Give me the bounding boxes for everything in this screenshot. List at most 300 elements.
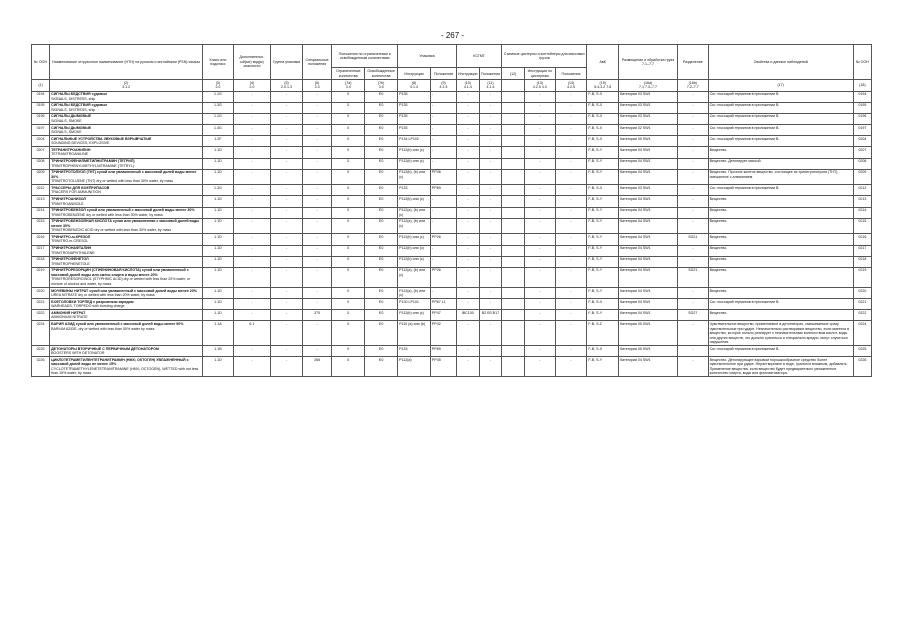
excepted-quantity-cell: E0 [365, 357, 398, 377]
stowage-cell: Категория 04 SW1 [619, 299, 678, 310]
special-provisions-cell: - [302, 321, 331, 346]
ibc-instruction-cell: - [456, 245, 479, 256]
table-row [32, 267, 872, 287]
class-cell: 1.1D [203, 234, 234, 245]
ems-cell: F-B, S-Z [587, 321, 619, 346]
segregation-cell: - [678, 346, 709, 357]
table-row [32, 357, 872, 377]
name-en: TRINITRO-m-CRESOL [51, 239, 89, 244]
table-row [32, 125, 872, 136]
table-row [32, 288, 872, 299]
un-cell: 0219 [32, 267, 50, 287]
excepted-quantity-cell: E0 [365, 245, 398, 256]
segregation-cell: - [678, 113, 709, 124]
un-right-cell: 0215 [853, 218, 871, 234]
ems-cell: F-B, S-Y [587, 256, 619, 267]
packing-group-cell: - [271, 267, 303, 287]
stowage-cell: Категория 04 SW1 [619, 288, 678, 299]
name-cell [50, 147, 203, 158]
colnum-15-label: (15) [599, 80, 606, 85]
ibc-instruction-cell: - [456, 321, 479, 346]
packing-provision-cell: - [430, 102, 456, 113]
table-row [32, 196, 872, 207]
header-packing-instructions: Инструкции [398, 68, 431, 80]
special-provisions-cell: - [302, 218, 331, 234]
name-cell [50, 91, 203, 102]
segregation-cell: - [678, 158, 709, 169]
packing-provision-cell: PP69 [430, 185, 456, 196]
packing-instruction-cell: P112(b) или (c) [398, 310, 431, 321]
tank-provision-cell: - [555, 207, 587, 218]
header-ibc-provisions: Положения [479, 68, 502, 80]
special-provisions-cell: - [302, 196, 331, 207]
header-ibc: КСГМГ [456, 45, 501, 68]
colnum-13-label: (13) [536, 80, 543, 85]
ibc-provision-cell: - [479, 169, 502, 185]
stowage-cell: Категория 04 SW1 [619, 218, 678, 234]
properties-cell: Вещество. Детонирующее взрывом порошкообразное средство более чувствительное при ударе. Нерастворимое в воде, хранится влажным, добавлять. Применение вещества, если вещество будет предварительно увлажненное количество спирта, воды или флегматизатора. [708, 357, 853, 377]
colnum-16a [619, 80, 678, 91]
name-en: SOUNDING DEVICES, EXPLOSIVE [51, 141, 110, 146]
packing-group-cell: - [271, 125, 303, 136]
segregation-cell: - [678, 256, 709, 267]
subsidiary-hazard-cell: - [233, 256, 270, 267]
class-cell: 1.1D [203, 267, 234, 287]
colnum-8 [398, 80, 431, 91]
excepted-quantity-cell: E0 [365, 102, 398, 113]
table-row [32, 102, 872, 113]
stowage-cell: Категория 05 SW1 [619, 346, 678, 357]
excepted-quantity-cell: E0 [365, 185, 398, 196]
stowage-cell: Категория 04 SW1 [619, 256, 678, 267]
packing-instruction-cell: P110 (a) или (b) [398, 321, 431, 346]
name-cell [50, 346, 203, 357]
stowage-cell: Категория 04 SW1 [619, 267, 678, 287]
segregation-cell: - [678, 102, 709, 113]
un-right-cell: 0224 [853, 321, 871, 346]
special-provisions-cell: - [302, 346, 331, 357]
header-class: Класс или подкласс [203, 45, 234, 80]
packing-instruction-cell: P112(b), (b) или (c) [398, 169, 431, 185]
tank-provision-cell: - [555, 357, 587, 377]
tank-instruction-cell: - [524, 147, 555, 158]
name-cell [50, 158, 203, 169]
col12-cell [502, 91, 525, 102]
header-subsidiary-hazard: Дополнительн-ый(ые) вид(ы) опасности [233, 45, 270, 80]
class-cell: 1.1G [203, 113, 234, 124]
limited-quantity-cell: 0 [332, 207, 365, 218]
tank-provision-cell: - [555, 267, 587, 287]
colnum-16a-label: (16a) [643, 80, 653, 85]
name-en: SIGNALS, SMOKE [51, 130, 82, 135]
ems-cell: F-B, S-Y [587, 196, 619, 207]
class-cell: 1.1D [203, 299, 234, 310]
colnum-6 [302, 80, 331, 91]
col12-cell [502, 113, 525, 124]
colnum-10 [456, 80, 479, 91]
name-en: TRINITRONAPHTHALENE [51, 250, 95, 255]
ibc-provision-cell: - [479, 196, 502, 207]
colnum-5-label: (5) [284, 80, 289, 85]
excepted-quantity-cell: E0 [365, 234, 398, 245]
header-ems: АвК [587, 45, 619, 80]
tank-instruction-cell: - [524, 234, 555, 245]
col12-cell [502, 136, 525, 147]
class-cell: 1.1D [203, 245, 234, 256]
tank-instruction-cell: - [524, 158, 555, 169]
tank-instruction-cell: - [524, 169, 555, 185]
tank-instruction-cell: - [524, 196, 555, 207]
col12-cell [502, 169, 525, 185]
excepted-quantity-cell: E0 [365, 288, 398, 299]
packing-provision-cell: - [430, 125, 456, 136]
properties-cell: Вещество. Детонирует массой. [708, 158, 853, 169]
special-provisions-cell: - [302, 158, 331, 169]
tank-provision-cell: - [555, 245, 587, 256]
name-cell [50, 136, 203, 147]
class-cell: 1.1D [203, 158, 234, 169]
tank-instruction-cell: - [524, 288, 555, 299]
excepted-quantity-cell: E0 [365, 113, 398, 124]
ibc-instruction-cell: - [456, 299, 479, 310]
colnum-2-label: (2) [123, 80, 129, 85]
colnum-7b [365, 80, 398, 91]
table-row [32, 185, 872, 196]
packing-provision-cell: PP69 [430, 346, 456, 357]
packing-instruction-cell: P133 [398, 346, 431, 357]
table-row [32, 113, 872, 124]
name-en: UREA NITRATE dry or wetted with less than 20% water, by mass [51, 293, 155, 298]
name-en: BARIUM AZIDE, dry or wetted with less than 50% water by mass [51, 326, 155, 331]
table-row [32, 218, 872, 234]
ibc-instruction-cell: - [456, 113, 479, 124]
tank-provision-cell: - [555, 147, 587, 158]
limited-quantity-cell: 0 [332, 102, 365, 113]
table-row [32, 169, 872, 185]
packing-group-cell: - [271, 256, 303, 267]
special-provisions-cell: - [302, 245, 331, 256]
excepted-quantity-cell: E0 [365, 207, 398, 218]
limited-quantity-cell: 0 [332, 288, 365, 299]
limited-quantity-cell: 0 [332, 125, 365, 136]
tank-provision-cell: - [555, 125, 587, 136]
un-cell: 0214 [32, 207, 50, 218]
ibc-instruction-cell: - [456, 288, 479, 299]
colnum-13-ref: 4.2.5 4.3 [532, 85, 547, 90]
colnum-4 [233, 80, 270, 91]
packing-group-cell: - [271, 207, 303, 218]
colnum-2 [50, 80, 203, 91]
colnum-7b-ref: 3.5 [378, 85, 384, 90]
un-right-cell: 0217 [853, 245, 871, 256]
class-cell: 1.3G [203, 185, 234, 196]
table-row [32, 256, 872, 267]
colnum-7a [332, 80, 365, 91]
tank-provision-cell: - [555, 196, 587, 207]
name-en: BOOSTERS WITH DETONATOR [51, 351, 105, 356]
header-un-no: № ООН [32, 45, 50, 80]
name-ru: ТРИНИТРОТОЛУОЛ (ТНТ) сухой или увлажненный с массовой долей воды менее 30% [51, 170, 197, 179]
limited-quantity-cell: 0 [332, 136, 365, 147]
ems-cell: F-B, S-X [587, 102, 619, 113]
colnum-6-label: (6) [314, 80, 320, 85]
packing-instruction-cell: P134 LP102 [398, 136, 431, 147]
stowage-cell: Категория 04 SW1 [619, 147, 678, 158]
special-provisions-cell: - [302, 288, 331, 299]
un-right-cell: 0209 [853, 169, 871, 185]
ems-cell: F-B, S-Y [587, 267, 619, 287]
special-provisions-cell: - [302, 125, 331, 136]
ems-cell: F-B, S-Y [587, 147, 619, 158]
stowage-cell: Категория 03 SW1 [619, 91, 678, 102]
ibc-instruction-cell: - [456, 346, 479, 357]
name-cell [50, 169, 203, 185]
tank-provision-cell: - [555, 102, 587, 113]
class-cell: 1.3G [203, 102, 234, 113]
packing-provision-cell: - [430, 147, 456, 158]
limited-quantity-cell: 0 [332, 256, 365, 267]
name-en: TRINITROANISOLE [51, 201, 84, 206]
ibc-provision-cell: - [479, 113, 502, 124]
packing-group-cell: - [271, 346, 303, 357]
col12-cell [502, 102, 525, 113]
col12-cell [502, 346, 525, 357]
un-right-cell: 0194 [853, 91, 871, 102]
tank-instruction-cell: - [524, 256, 555, 267]
packing-group-cell: - [271, 169, 303, 185]
tank-instruction-cell: - [524, 102, 555, 113]
tank-provision-cell: - [555, 288, 587, 299]
packing-provision-cell: - [430, 256, 456, 267]
properties-cell: Вещество. [708, 245, 853, 256]
name-en: TETRANITROANILINE [51, 152, 89, 157]
segregation-cell: - [678, 125, 709, 136]
packing-provision-cell: - [430, 207, 456, 218]
un-right-cell: 0218 [853, 256, 871, 267]
packing-instruction-cell: P112(b) или (c) [398, 234, 431, 245]
packing-group-cell: - [271, 185, 303, 196]
name-en: TRINITROPHENYLMETHYLNITRAMINE (TETRYL) [51, 163, 134, 168]
colnum-10-label: (10) [464, 80, 472, 85]
tank-instruction-cell: - [524, 91, 555, 102]
table-row [32, 299, 872, 310]
un-cell: 0221 [32, 299, 50, 310]
packing-provision-cell: PP26 [430, 267, 456, 287]
dangerous-goods-list-table [31, 44, 872, 377]
col12-cell [502, 196, 525, 207]
ibc-instruction-cell: - [456, 267, 479, 287]
tank-provision-cell: - [555, 256, 587, 267]
packing-instruction-cell: P112(b) или (c) [398, 147, 431, 158]
dangerous-goods-table-sheet [31, 44, 872, 377]
un-cell: 0194 [32, 91, 50, 102]
col12-cell [502, 158, 525, 169]
packing-instruction-cell: P133 [398, 185, 431, 196]
colnum-11 [479, 80, 502, 91]
name-cell [50, 234, 203, 245]
ibc-provision-cell: - [479, 245, 502, 256]
ibc-provision-cell: - [479, 357, 502, 377]
ibc-instruction-cell: - [456, 196, 479, 207]
name-en: WARHEADS, TORPEDO with bursting charge [51, 304, 125, 309]
ibc-instruction-cell: - [456, 91, 479, 102]
properties-cell: Вещество. [708, 256, 853, 267]
un-cell: 0215 [32, 218, 50, 234]
ems-cell: F-B, S-Y [587, 288, 619, 299]
segregation-cell: - [678, 299, 709, 310]
header-un-no-right: № ООН [853, 45, 871, 80]
name-ru: ТРИНИТРО-м-КРЕЗОЛ [51, 235, 91, 239]
tank-instruction-cell: - [524, 207, 555, 218]
name-cell [50, 218, 203, 234]
limited-quantity-cell: 0 [332, 346, 365, 357]
name-en: TRINITROBENZENE dry or wetted with less than 30% water, by mass [51, 212, 163, 217]
packing-group-cell: - [271, 218, 303, 234]
name-ru: СИГНАЛЫ ДЫМОВЫЕ [51, 125, 91, 130]
header-packing-provisions: Положения [430, 68, 456, 80]
packing-instruction-cell: P130 LP101 [398, 299, 431, 310]
tank-provision-cell: - [555, 91, 587, 102]
class-cell: 1.1B [203, 346, 234, 357]
class-cell: 1.1D [203, 207, 234, 218]
ibc-provision-cell: B2 B3 B17 [479, 310, 502, 321]
packing-provision-cell: PP42 [430, 321, 456, 346]
name-en: TRINITROPHENETOLE [51, 261, 90, 266]
table-row [32, 321, 872, 346]
ibc-instruction-cell: - [456, 357, 479, 377]
colnum-9-ref: 4.1.4 [439, 85, 448, 90]
class-cell: 1.1D [203, 256, 234, 267]
excepted-quantity-cell: E0 [365, 218, 398, 234]
colnum-7b-label: (7b) [377, 80, 385, 85]
un-right-cell: 0219 [853, 267, 871, 287]
segregation-cell: - [678, 136, 709, 147]
limited-quantity-cell: 0 [332, 267, 365, 287]
subsidiary-hazard-cell: - [233, 310, 270, 321]
name-cell [50, 288, 203, 299]
excepted-quantity-cell: E0 [365, 125, 398, 136]
ems-cell: F-B, S-X [587, 113, 619, 124]
un-right-cell: 0212 [853, 185, 871, 196]
name-ru: БОЕГОЛОВКИ ТОРПЕД с разрывным зарядом [51, 299, 134, 304]
name-cell [50, 113, 203, 124]
segregation-cell: - [678, 91, 709, 102]
packing-group-cell: - [271, 234, 303, 245]
name-ru: ТРИНИТРОФЕНЕТОЛ [51, 257, 89, 262]
packing-provision-cell: - [430, 196, 456, 207]
name-cell [50, 207, 203, 218]
subsidiary-hazard-cell: - [233, 346, 270, 357]
name-cell [50, 267, 203, 287]
ibc-instruction-cell: - [456, 136, 479, 147]
packing-group-cell: - [271, 310, 303, 321]
limited-quantity-cell: 0 [332, 185, 365, 196]
un-cell: 0218 [32, 256, 50, 267]
special-provisions-cell: - [302, 299, 331, 310]
tank-instruction-cell: - [524, 321, 555, 346]
packing-group-cell: - [271, 321, 303, 346]
limited-quantity-cell: 0 [332, 169, 365, 185]
header-limited-excepted: Положения по ограниченным и освобожденным количествам [332, 45, 398, 68]
ibc-provision-cell: - [479, 136, 502, 147]
header-packing-group: Группа упаковки [271, 45, 303, 80]
class-cell: 1.1A [203, 321, 234, 346]
name-cell [50, 321, 203, 346]
ibc-instruction-cell: - [456, 207, 479, 218]
ibc-instruction-cell: - [456, 218, 479, 234]
header-stowage: Размещение и обработка груза 7.1–7.7 [619, 45, 678, 80]
segregation-cell: - [678, 357, 709, 377]
limited-quantity-cell: 0 [332, 158, 365, 169]
tank-instruction-cell: - [524, 185, 555, 196]
class-cell: 1.1D [203, 310, 234, 321]
col12-cell [502, 357, 525, 377]
col12-cell [502, 299, 525, 310]
tank-provision-cell: - [555, 234, 587, 245]
name-cell [50, 256, 203, 267]
name-ru: ТРИНИТРОБЕНЗОЙНАЯ КИСЛОТА сухая или увлажненная с массовой долей воды менее 30% [51, 219, 200, 228]
un-cell: 0222 [32, 310, 50, 321]
colnum-11-label: (11) [487, 80, 494, 85]
subsidiary-hazard-cell: - [233, 147, 270, 158]
header-tanks: Съемные цистерны и контейнеры для массовых грузов [502, 45, 587, 68]
un-right-cell: 0213 [853, 196, 871, 207]
packing-provision-cell: - [430, 245, 456, 256]
name-ru: ТРИНИТРОРЕЗОРЦИН (СТИФНИНОВАЯ КИСЛОТА) сухой или увлажненный с массовой долей воды или смеси спирта и воды менее 20% [51, 268, 189, 277]
excepted-quantity-cell: E0 [365, 310, 398, 321]
special-provisions-cell: - [302, 185, 331, 196]
packing-provision-cell: - [430, 158, 456, 169]
properties-cell: Вещество. Прочное желтое вещество, состоящее из тринитротолуола (ТНТ), смешанное с алюминием. [708, 169, 853, 185]
ems-cell: F-B, S-X [587, 136, 619, 147]
ibc-provision-cell: - [479, 185, 502, 196]
stowage-cell: Категория 03 SW1 [619, 113, 678, 124]
class-cell: 1.1D [203, 169, 234, 185]
subsidiary-hazard-cell: - [233, 169, 270, 185]
ems-cell: F-B, S-X [587, 346, 619, 357]
packing-instruction-cell: P112(a), (b) или (c) [398, 207, 431, 218]
un-right-cell: 0214 [853, 207, 871, 218]
un-cell: 0224 [32, 321, 50, 346]
ibc-provision-cell: - [479, 207, 502, 218]
tank-provision-cell: - [555, 185, 587, 196]
colnum-4-label: (4) [249, 80, 255, 85]
ibc-provision-cell: - [479, 267, 502, 287]
colnum-6-ref: 3.3 [314, 85, 320, 90]
header-properties: Свойства и данные наблюдений [708, 45, 853, 80]
col12-cell [502, 234, 525, 245]
packing-group-cell: - [271, 245, 303, 256]
packing-provision-cell: PP45 [430, 357, 456, 377]
class-cell: 1.1D [203, 147, 234, 158]
stowage-cell: Категория 02 SW1 [619, 125, 678, 136]
colnum-14-ref: 4.2.5 [566, 85, 575, 90]
table-row [32, 234, 872, 245]
stowage-cell: Категория 05 SW1 [619, 321, 678, 346]
tank-instruction-cell: - [524, 310, 555, 321]
col12-cell [502, 267, 525, 287]
excepted-quantity-cell: E0 [365, 136, 398, 147]
un-cell: 0204 [32, 136, 50, 147]
un-cell: 0212 [32, 185, 50, 196]
tank-provision-cell: - [555, 299, 587, 310]
special-provisions-cell: - [302, 113, 331, 124]
packing-provision-cell: - [430, 136, 456, 147]
name-ru: ТРИНИТРОФЕНИЛМЕТИЛНИТРАМИН (ТЕТРИЛ) [51, 159, 135, 164]
name-ru: СИГНАЛЫ БЕДСТВИЯ судовые [51, 92, 108, 97]
properties-cell: Вещество. [708, 196, 853, 207]
colnum-9 [430, 80, 456, 91]
